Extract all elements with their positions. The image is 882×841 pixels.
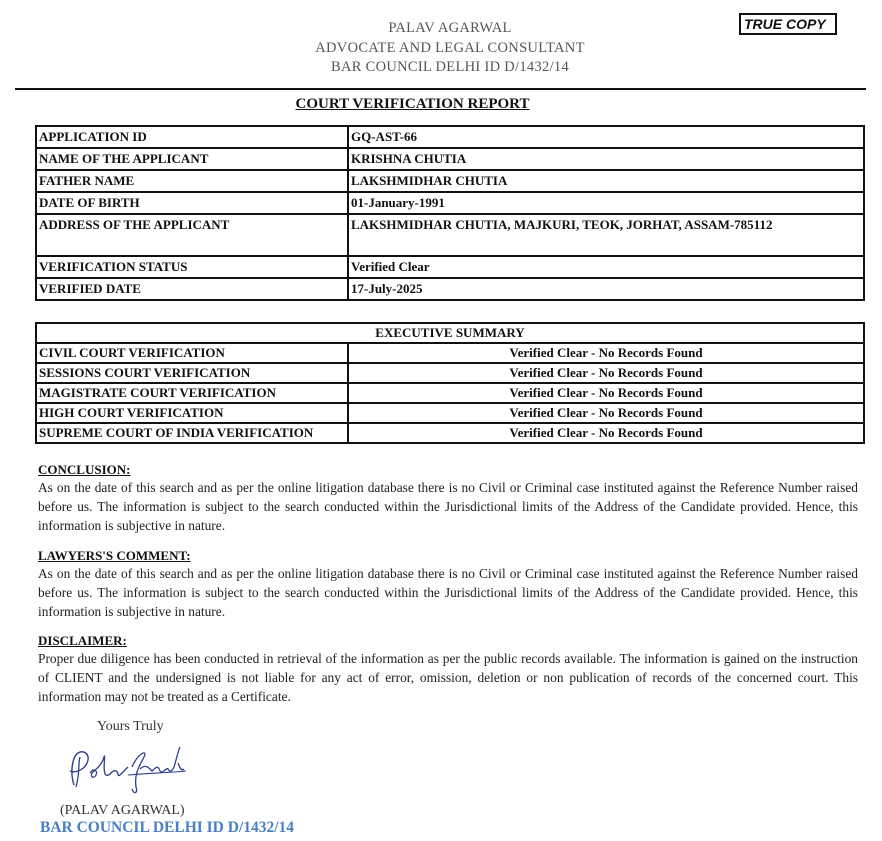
- lawyer-comment-text: As on the date of this search and as per the online litigation database there is no Civil or Criminal case instituted against the Reference Number raised before us. The information is subject to the search conducted within the Jurisdictional limits of the Address of the Candidate provided. Hence, this information is subjective in nature.: [38, 566, 858, 619]
- table-row: [36, 403, 864, 423]
- table-row: [36, 278, 864, 300]
- applicant-details-table: [35, 125, 865, 301]
- detail-value: KRISHNA CHUTIA: [348, 148, 864, 170]
- detail-label: APPLICATION ID: [36, 126, 348, 148]
- detail-value: Verified Clear: [348, 256, 864, 278]
- disclaimer-section: [38, 633, 858, 706]
- header-divider: [15, 88, 866, 90]
- report-title: COURT VERIFICATION REPORT: [295, 96, 530, 112]
- summary-label: SESSIONS COURT VERIFICATION: [36, 363, 348, 383]
- detail-label: DATE OF BIRTH: [36, 192, 348, 214]
- detail-value: LAKSHMIDHAR CHUTIA, MAJKURI, TEOK, JORHAT, ASSAM-785112: [348, 214, 864, 256]
- table-row: [36, 192, 864, 214]
- executive-summary-table: [35, 322, 865, 444]
- summary-value: Verified Clear - No Records Found: [348, 343, 864, 363]
- signatory-bar-id: BAR COUNCIL DELHI ID D/1432/14: [40, 819, 295, 836]
- detail-value: LAKSHMIDHAR CHUTIA: [348, 170, 864, 192]
- table-row: [36, 423, 864, 443]
- detail-label: ADDRESS OF THE APPLICANT: [36, 214, 348, 256]
- detail-value: 01-January-1991: [348, 192, 864, 214]
- signatory-name: (PALAV AGARWAL): [60, 803, 185, 818]
- table-header-row: [36, 323, 864, 343]
- signature-icon: [62, 743, 192, 804]
- table-row: [36, 343, 864, 363]
- summary-label: CIVIL COURT VERIFICATION: [36, 343, 348, 363]
- disclaimer-text: Proper due diligence has been conducted in retrieval of the information as per the public records available. The information is gained on the instruction of CLIENT and the undersigned is not liable for any act of error, omission, deletion or non publication of records of the concerned court. This information may not be treated as a Certificate.: [38, 651, 858, 704]
- conclusion-title: CONCLUSION:: [38, 462, 131, 477]
- summary-value: Verified Clear - No Records Found: [348, 423, 864, 443]
- summary-value: Verified Clear - No Records Found: [348, 363, 864, 383]
- summary-label: MAGISTRATE COURT VERIFICATION: [36, 383, 348, 403]
- summary-title: EXECUTIVE SUMMARY: [36, 323, 864, 343]
- table-row: [36, 126, 864, 148]
- conclusion-section: [38, 462, 858, 535]
- conclusion-text: As on the date of this search and as per the online litigation database there is no Civil or Criminal case instituted against the Reference Number raised before us. The information is subject to the search conducted within the Jurisdictional limits of the Address of the Candidate provided. Hence, this information is subjective in nature.: [38, 480, 858, 533]
- detail-label: NAME OF THE APPLICANT: [36, 148, 348, 170]
- summary-value: Verified Clear - No Records Found: [348, 383, 864, 403]
- table-row: [36, 214, 864, 256]
- summary-label: SUPREME COURT OF INDIA VERIFICATION: [36, 423, 348, 443]
- lawyer-comment-section: [38, 548, 858, 621]
- summary-label: HIGH COURT VERIFICATION: [36, 403, 348, 423]
- advocate-bar-id: BAR COUNCIL DELHI ID D/1432/14: [330, 59, 570, 75]
- table-row: [36, 256, 864, 278]
- detail-value: 17-July-2025: [348, 278, 864, 300]
- detail-label: VERIFIED DATE: [36, 278, 348, 300]
- detail-label: FATHER NAME: [36, 170, 348, 192]
- advocate-name: PALAV AGARWAL: [388, 20, 512, 36]
- summary-value: Verified Clear - No Records Found: [348, 403, 864, 423]
- detail-label: VERIFICATION STATUS: [36, 256, 348, 278]
- detail-value: GQ-AST-66: [348, 126, 864, 148]
- lawyer-comment-title: LAWYERS'S COMMENT:: [38, 548, 191, 563]
- advocate-designation: ADVOCATE AND LEGAL CONSULTANT: [315, 39, 585, 56]
- disclaimer-title: DISCLAIMER:: [38, 633, 127, 648]
- table-row: [36, 383, 864, 403]
- table-row: [36, 148, 864, 170]
- closing-text: Yours Truly: [97, 719, 164, 734]
- table-row: [36, 170, 864, 192]
- table-row: [36, 363, 864, 383]
- true-copy-stamp: TRUE COPY: [739, 13, 837, 35]
